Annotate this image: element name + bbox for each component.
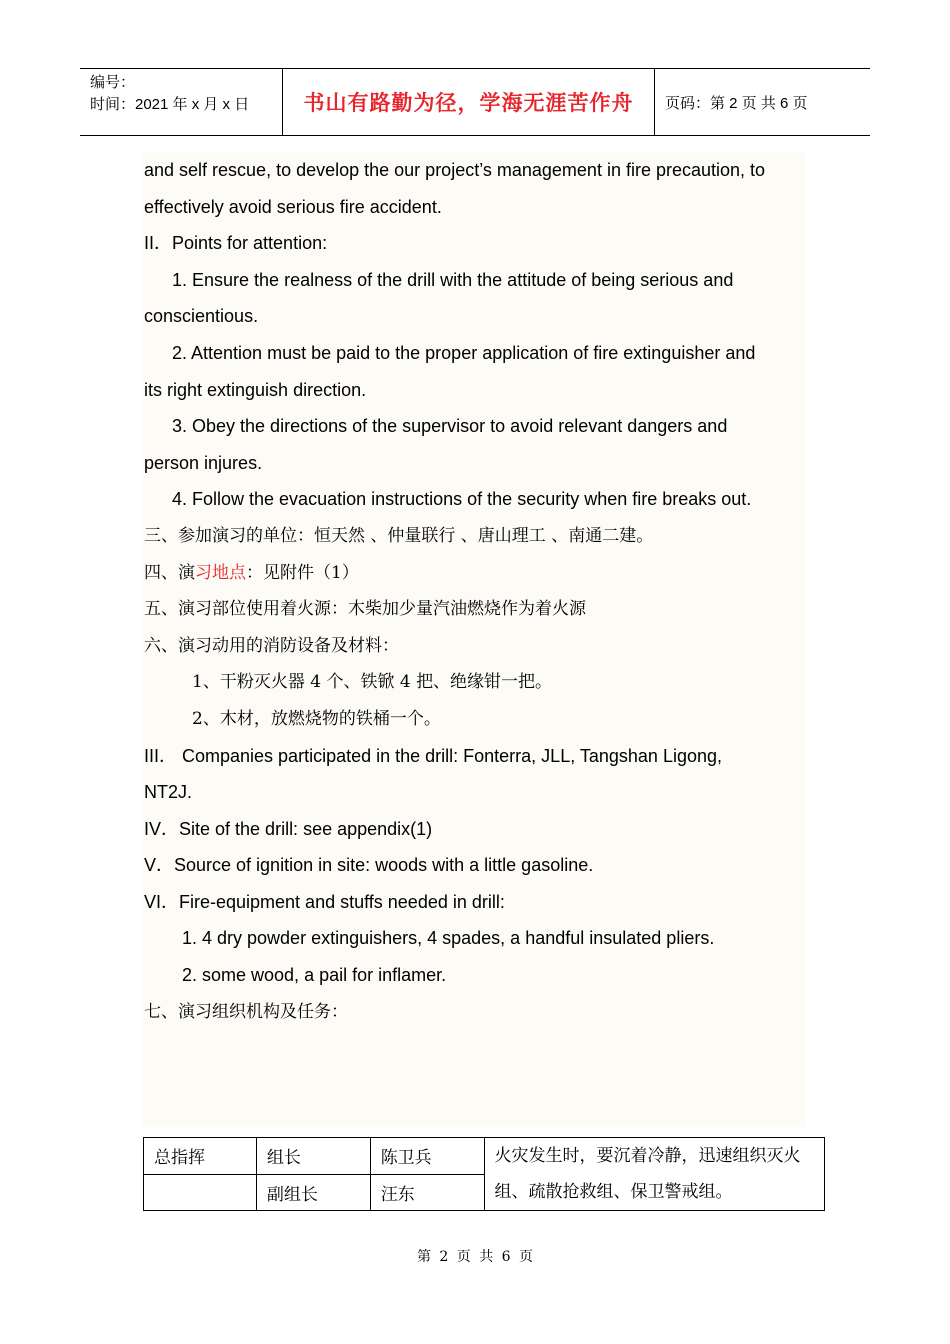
list-item-continuation: conscientious.: [144, 306, 259, 327]
list-item: 2. Attention must be paid to the proper application of fire extinguisher and: [172, 342, 756, 363]
page-header: [80, 68, 870, 136]
list-item-continuation: its right extinguish direction.: [144, 379, 367, 400]
table-cell-description: 火灾发生时，要沉着冷静，迅速组织灭火组、疏散抢救组、保卫警戒组。: [484, 1138, 824, 1211]
table-cell: 组长: [256, 1138, 370, 1175]
list-item-continuation: person injures.: [144, 452, 263, 473]
body-line: NT2J.: [144, 782, 193, 803]
list-item: 2. some wood, a pail for inflamer.: [182, 965, 447, 986]
header-meta: [80, 69, 282, 135]
table-cell: [144, 1174, 257, 1211]
header-page-number: 页码：第 2 页 共 6 页: [665, 94, 808, 112]
section-heading: 六、演习动用的消防设备及材料：: [144, 635, 399, 656]
document-number-label: 编号：: [90, 74, 136, 91]
text-span: ：见附件（1）: [246, 562, 359, 583]
section-heading: IV．Site of the drill: see appendix(1): [144, 818, 433, 839]
header-motto: 书山有路勤为径，学海无涯苦作舟: [282, 69, 655, 135]
document-body: [144, 152, 809, 1030]
section-heading: III． Companies participated in the drill: Fonterra, JLL, Tangshan Ligong,: [144, 745, 722, 766]
body-line: and self rescue, to develop the our project’s management in fire precaution, to: [144, 160, 766, 180]
section-heading: 七、演习组织机构及任务：: [144, 1001, 348, 1022]
table-cell: 副组长: [256, 1174, 370, 1211]
list-item: 4. Follow the evacuation instructions of the security when fire breaks out.: [172, 489, 752, 510]
section-heading: 三、参加演习的单位：恒天然 、仲量联行 、唐山理工 、南通二建。: [144, 525, 654, 546]
section-heading: [144, 555, 809, 592]
text-span: 四、演: [144, 562, 195, 583]
list-item: 1. 4 dry powder extinguishers, 4 spades, a handful insulated pliers.: [182, 928, 715, 949]
table-cell: 陈卫兵: [370, 1138, 484, 1175]
section-heading: II．Points for attention:: [144, 233, 328, 254]
section-heading: VI．Fire-equipment and stuffs needed in drill:: [144, 891, 505, 912]
list-item: 1. Ensure the realness of the drill with the attitude of being serious and: [172, 269, 734, 290]
table-row: [144, 1138, 825, 1175]
list-item: 1、干粉灭火器 4 个、铁锨 4 把、绝缘钳一把。: [192, 672, 553, 693]
highlighted-text: 习地点: [195, 562, 246, 583]
section-heading: 五、演习部位使用着火源：木柴加少量汽油燃烧作为着火源: [144, 599, 586, 620]
list-item: 2、木材，放燃烧物的铁桶一个。: [192, 708, 441, 729]
section-heading: V．Source of ignition in site: woods with a little gasoline.: [144, 855, 594, 876]
list-item: 3. Obey the directions of the supervisor to avoid relevant dangers and: [172, 416, 728, 437]
table-cell: 汪东: [370, 1174, 484, 1211]
document-time-label: 时间：2021 年 x 月 x 日: [90, 96, 250, 113]
page-footer: 第 2 页 共 6 页: [416, 1249, 534, 1265]
table-cell: 总指挥: [144, 1138, 257, 1175]
body-line: effectively avoid serious fire accident.: [144, 196, 442, 217]
organization-table: [143, 1137, 825, 1211]
